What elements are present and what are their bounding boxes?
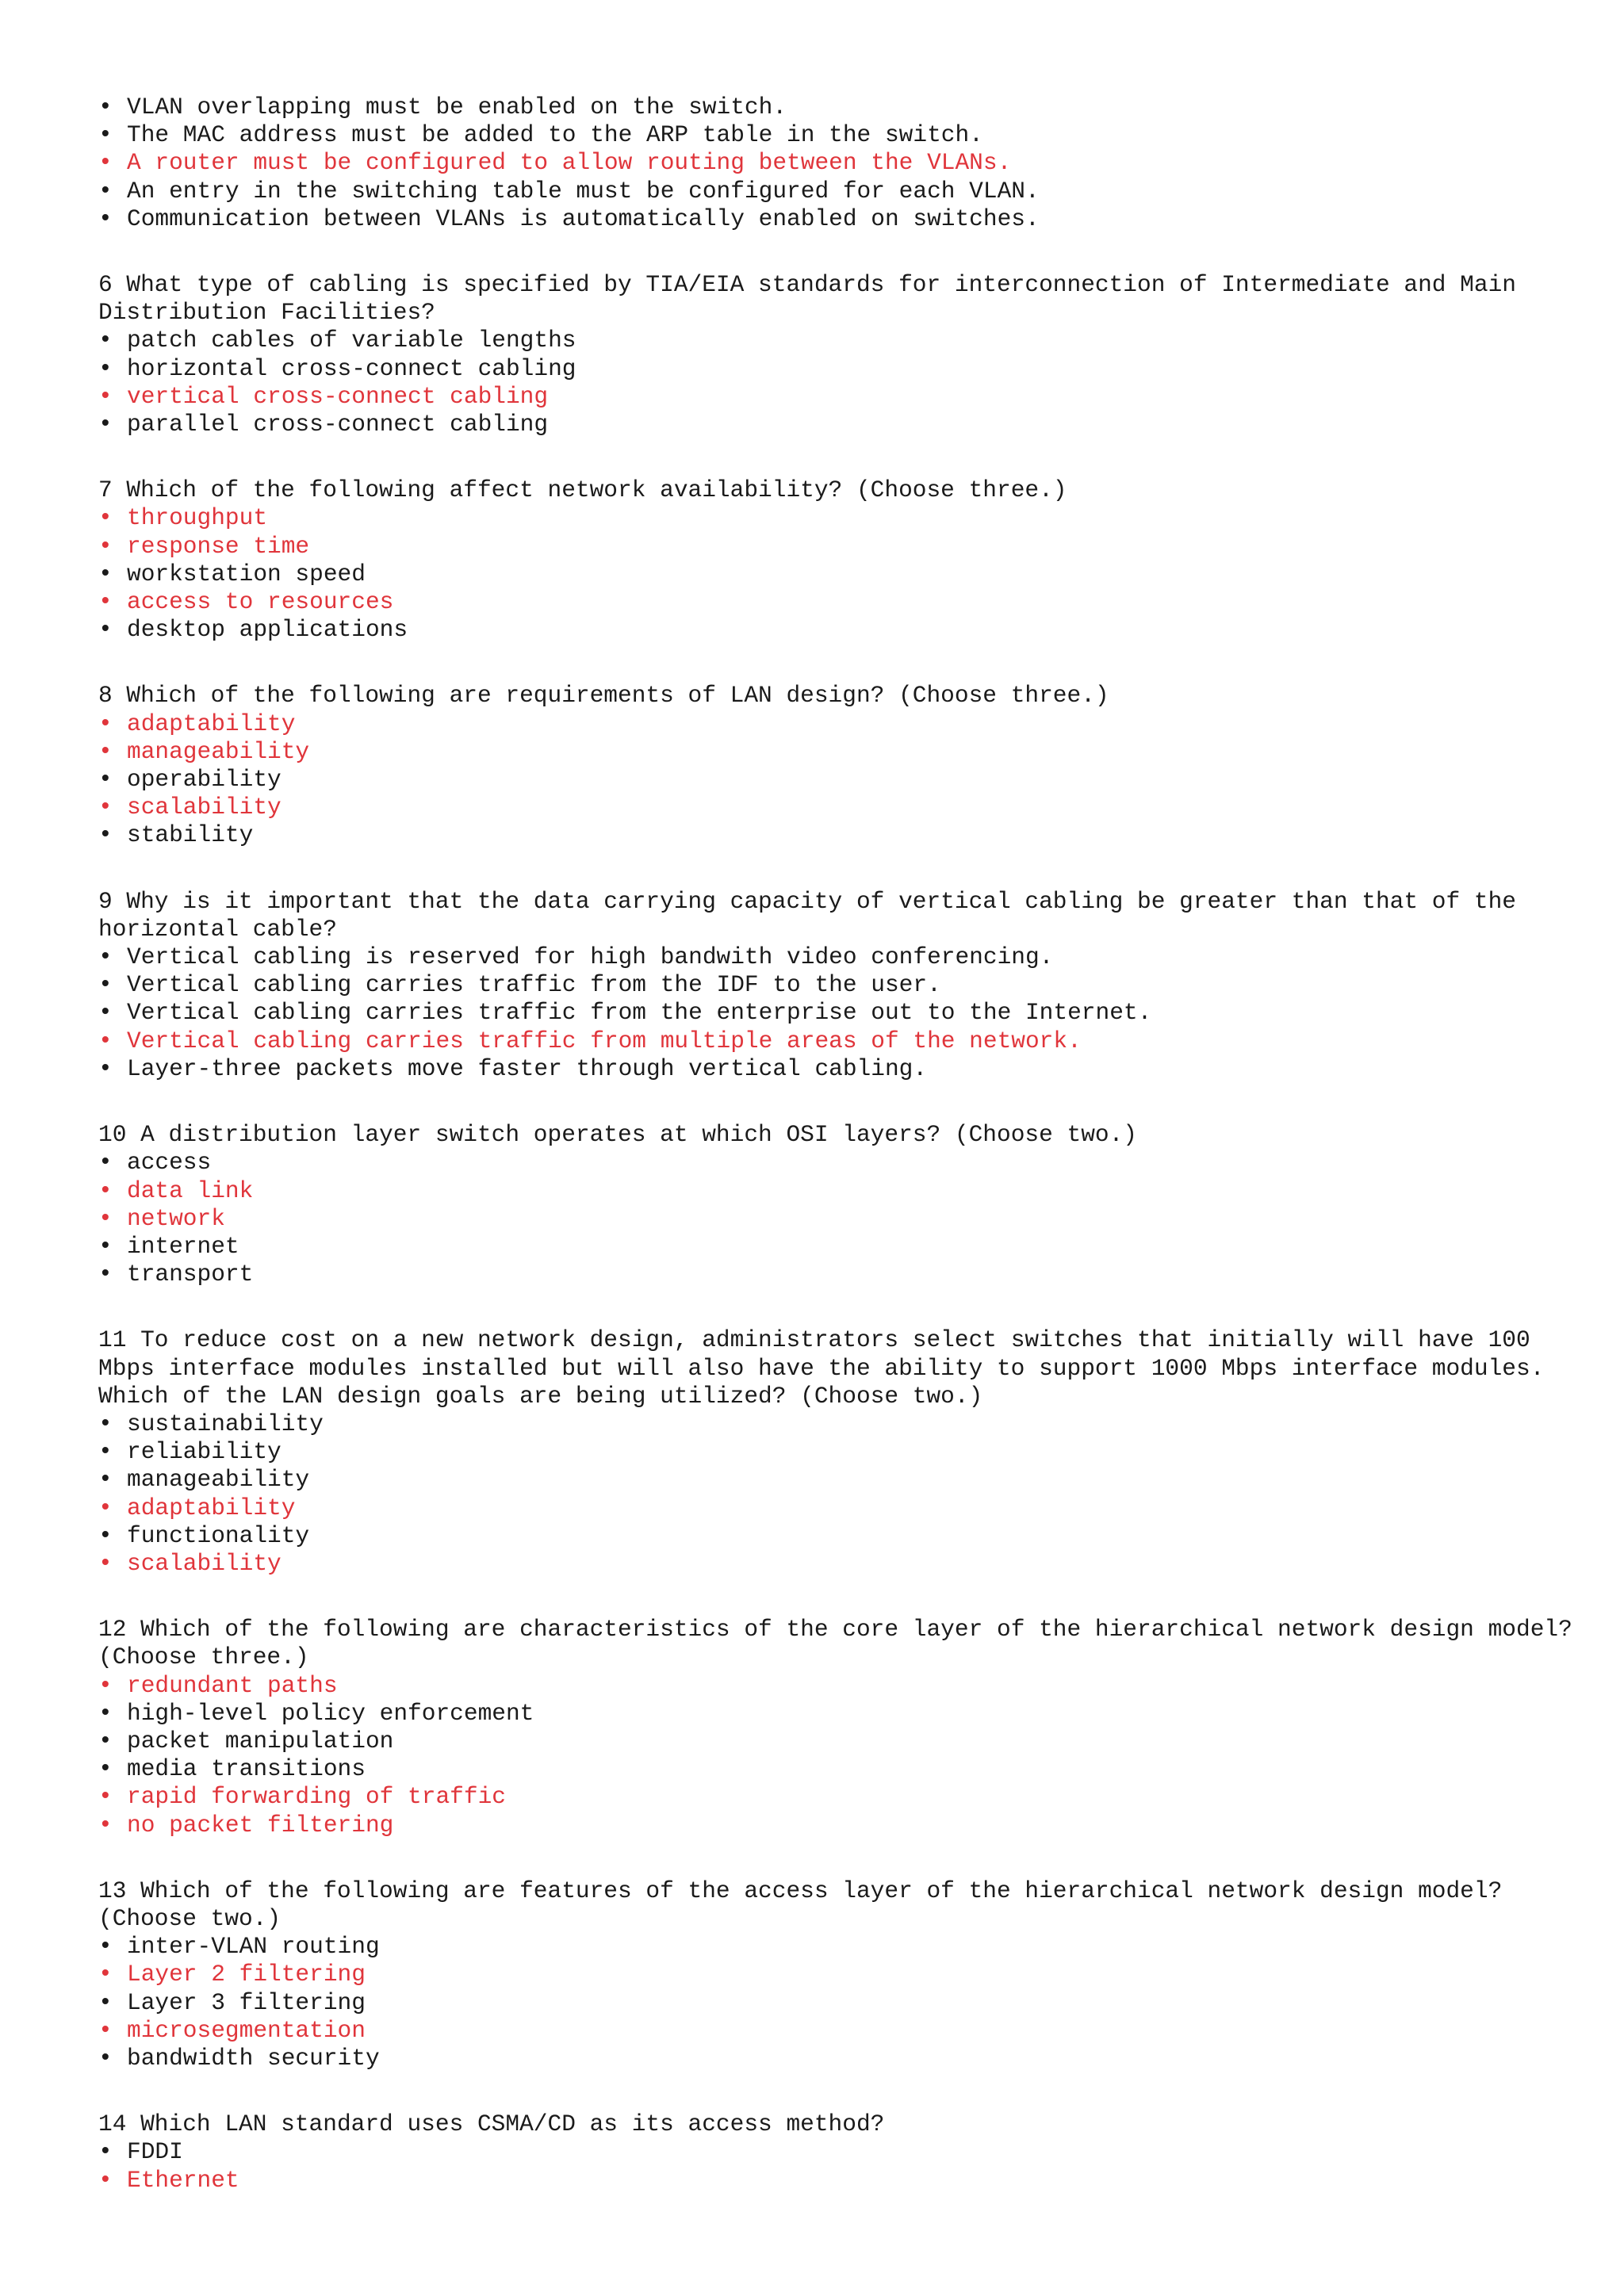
bullet-icon: • bbox=[98, 411, 113, 438]
bullet-icon: • bbox=[98, 354, 113, 382]
bullet-icon: • bbox=[98, 1549, 113, 1577]
bullet-icon: • bbox=[98, 560, 113, 587]
answer-option-text: parallel cross-connect cabling bbox=[127, 411, 549, 438]
answer-option bbox=[98, 1522, 1589, 1550]
bullet-icon: • bbox=[98, 794, 113, 821]
answer-option-correct bbox=[98, 1550, 1589, 1578]
bullet-icon: • bbox=[98, 1232, 113, 1260]
answer-option-text: adaptability bbox=[127, 1494, 296, 1521]
bullet-icon: • bbox=[98, 121, 113, 149]
answer-option bbox=[98, 821, 1589, 849]
answer-option bbox=[98, 766, 1589, 794]
question-prompt: Why is it important that the data carrying capacity of vertical cabling be greater than that of the horizontal cable? bbox=[98, 887, 1530, 943]
bullet-icon: • bbox=[98, 1811, 113, 1839]
answer-option-text: functionality bbox=[127, 1521, 310, 1549]
bullet-icon: • bbox=[98, 1438, 113, 1466]
bullet-icon: • bbox=[98, 1494, 113, 1521]
bullet-icon: • bbox=[98, 149, 113, 177]
question-number: 14 bbox=[98, 2110, 127, 2138]
answer-option-text: workstation speed bbox=[127, 560, 366, 587]
question-prompt: Which of the following affect network availability? (Choose three.) bbox=[126, 476, 1067, 504]
answer-option-text: adaptability bbox=[127, 710, 296, 737]
bullet-icon: • bbox=[98, 2016, 113, 2044]
answer-option bbox=[98, 616, 1589, 644]
answer-option-correct bbox=[98, 1494, 1589, 1522]
answer-option-text: rapid forwarding of traffic bbox=[127, 1783, 506, 1811]
question-number: 6 bbox=[98, 271, 113, 299]
question-prompt: Which of the following are features of the access layer of the hierarchical network design model? (Choose two.) bbox=[98, 1877, 1516, 1932]
question-text bbox=[98, 271, 1589, 327]
bullet-icon: • bbox=[98, 1054, 113, 1082]
answer-option-correct bbox=[98, 2167, 1589, 2195]
bullet-icon: • bbox=[98, 588, 113, 616]
bullet-icon: • bbox=[98, 1149, 113, 1177]
question-prompt: What type of cabling is specified by TIA/EIA standards for interconnection of Intermediate and Main Distribution Facilities? bbox=[98, 271, 1530, 327]
answer-option-text: stability bbox=[127, 821, 254, 849]
question-block bbox=[98, 1616, 1589, 1839]
bullet-icon: • bbox=[98, 1933, 113, 1961]
answer-option-text: network bbox=[127, 1204, 225, 1232]
bullet-icon: • bbox=[98, 971, 113, 999]
question-text bbox=[98, 1326, 1589, 1410]
answer-option-correct bbox=[98, 738, 1589, 766]
bullet-icon: • bbox=[98, 2138, 113, 2166]
answer-option-correct bbox=[98, 794, 1589, 821]
bullet-icon: • bbox=[98, 177, 113, 205]
answer-option-text: Vertical cabling carries traffic from multiple areas of the network. bbox=[127, 1027, 1082, 1054]
answer-option-text: transport bbox=[127, 1261, 254, 1288]
question-prompt: To reduce cost on a new network design, administrators select switches that initially will have 100 Mbps interface modules installed but will also have the ability to support 1000 Mbps interface modules. Which of the LAN design goals are being utilized? (Choose two.) bbox=[98, 1326, 1559, 1410]
bullet-icon: • bbox=[98, 205, 113, 232]
question-number: 13 bbox=[98, 1877, 127, 1904]
bullet-icon: • bbox=[98, 616, 113, 644]
bullet-icon: • bbox=[98, 766, 113, 794]
question-number: 7 bbox=[98, 476, 113, 504]
answer-option-correct bbox=[98, 1961, 1589, 1988]
bullet-icon: • bbox=[98, 999, 113, 1027]
answer-option-text: Vertical cabling carries traffic from the IDF to the user. bbox=[127, 971, 941, 999]
bullet-icon: • bbox=[98, 2166, 113, 2194]
question-text bbox=[98, 888, 1589, 943]
bullet-icon: • bbox=[98, 1783, 113, 1811]
answer-option bbox=[98, 1438, 1589, 1466]
bullet-icon: • bbox=[98, 710, 113, 737]
question-block bbox=[98, 2110, 1589, 2195]
question-block bbox=[98, 682, 1589, 849]
bullet-icon: • bbox=[98, 1177, 113, 1204]
answer-option-text: desktop applications bbox=[127, 616, 408, 644]
bullet-icon: • bbox=[98, 327, 113, 354]
answer-option-text: access to resources bbox=[127, 588, 394, 616]
question-prompt: Which LAN standard uses CSMA/CD as its access method? bbox=[140, 2110, 885, 2138]
bullet-icon: • bbox=[98, 821, 113, 849]
bullet-icon: • bbox=[98, 2044, 113, 2072]
bullet-icon: • bbox=[98, 382, 113, 410]
answer-option-text: Ethernet bbox=[127, 2166, 239, 2194]
answer-option bbox=[98, 355, 1589, 383]
answer-option-text: Layer 2 filtering bbox=[127, 1961, 366, 1988]
answer-option bbox=[98, 2138, 1589, 2166]
bullet-icon: • bbox=[98, 1410, 113, 1437]
answer-option bbox=[98, 1261, 1589, 1288]
answer-option bbox=[98, 1728, 1589, 1755]
answer-option bbox=[98, 411, 1589, 438]
answer-option-text: internet bbox=[127, 1232, 239, 1260]
answer-option-text: Vertical cabling carries traffic from the enterprise out to the Internet. bbox=[127, 999, 1152, 1027]
answer-option-text: manageability bbox=[127, 1466, 310, 1494]
answer-option-correct bbox=[98, 1812, 1589, 1839]
answer-option-text: horizontal cross-connect cabling bbox=[127, 354, 576, 382]
answer-option-text: Layer 3 filtering bbox=[127, 1988, 366, 2016]
answer-option bbox=[98, 943, 1589, 971]
answer-option-text: scalability bbox=[127, 794, 282, 821]
answer-option-text: data link bbox=[127, 1177, 254, 1204]
answer-option-correct bbox=[98, 533, 1589, 561]
answer-option bbox=[98, 178, 1589, 205]
answer-option bbox=[98, 2045, 1589, 2072]
answer-option bbox=[98, 121, 1589, 149]
answer-option-correct bbox=[98, 1177, 1589, 1205]
question-text bbox=[98, 682, 1589, 710]
question-block bbox=[98, 271, 1589, 438]
bullet-icon: • bbox=[98, 1961, 113, 1988]
answer-option bbox=[98, 94, 1589, 121]
answer-option bbox=[98, 1055, 1589, 1083]
question-prompt: A distribution layer switch operates at which OSI layers? (Choose two.) bbox=[140, 1121, 1138, 1149]
question-block bbox=[98, 1121, 1589, 1288]
answer-option bbox=[98, 205, 1589, 233]
question-prompt: Which of the following are requirements of LAN design? (Choose three.) bbox=[126, 682, 1109, 710]
bullet-icon: • bbox=[98, 1261, 113, 1288]
answer-option-text: packet manipulation bbox=[127, 1727, 394, 1755]
bullet-icon: • bbox=[98, 1988, 113, 2016]
answer-option bbox=[98, 1149, 1589, 1177]
answer-option-text: VLAN overlapping must be enabled on the switch. bbox=[127, 94, 787, 121]
answer-option-correct bbox=[98, 504, 1589, 532]
answer-option bbox=[98, 1466, 1589, 1494]
question-block bbox=[98, 94, 1589, 233]
question-text bbox=[98, 1877, 1589, 1933]
answer-option-correct bbox=[98, 383, 1589, 411]
answer-option-text: The MAC address must be added to the ARP table in the switch. bbox=[127, 121, 983, 149]
question-block bbox=[98, 1877, 1589, 2072]
bullet-icon: • bbox=[98, 943, 113, 971]
answer-option-correct bbox=[98, 1783, 1589, 1811]
answer-option-correct bbox=[98, 1027, 1589, 1055]
question-number: 12 bbox=[98, 1616, 127, 1644]
question-text bbox=[98, 1616, 1589, 1671]
bullet-icon: • bbox=[98, 532, 113, 560]
question-text bbox=[98, 476, 1589, 504]
answer-option-text: scalability bbox=[127, 1549, 282, 1577]
answer-option-text: patch cables of variable lengths bbox=[127, 327, 576, 354]
answer-option-text: An entry in the switching table must be configured for each VLAN. bbox=[127, 177, 1040, 205]
answer-option-text: Vertical cabling is reserved for high bandwith video conferencing. bbox=[127, 943, 1054, 971]
answer-option-text: access bbox=[127, 1149, 212, 1177]
bullet-icon: • bbox=[98, 1466, 113, 1494]
answer-option bbox=[98, 327, 1589, 354]
answer-option-text: media transitions bbox=[127, 1755, 366, 1783]
answer-option-text: Layer-three packets move faster through vertical cabling. bbox=[127, 1054, 928, 1082]
answer-option bbox=[98, 971, 1589, 999]
question-block bbox=[98, 1326, 1589, 1578]
bullet-icon: • bbox=[98, 1521, 113, 1549]
answer-option-text: high-level policy enforcement bbox=[127, 1699, 534, 1727]
question-text bbox=[98, 1121, 1589, 1149]
bullet-icon: • bbox=[98, 1755, 113, 1783]
answer-option-text: inter-VLAN routing bbox=[127, 1933, 380, 1961]
bullet-icon: • bbox=[98, 94, 113, 121]
bullet-icon: • bbox=[98, 1671, 113, 1699]
answer-option-text: manageability bbox=[127, 737, 310, 765]
answer-option-text: microsegmentation bbox=[127, 2016, 366, 2044]
answer-option bbox=[98, 1933, 1589, 1961]
answer-option-text: sustainability bbox=[127, 1410, 324, 1437]
answer-option bbox=[98, 561, 1589, 588]
answer-option-correct bbox=[98, 710, 1589, 738]
question-block bbox=[98, 888, 1589, 1083]
question-number: 10 bbox=[98, 1121, 127, 1149]
answer-option-text: no packet filtering bbox=[127, 1811, 394, 1839]
answer-option-text: reliability bbox=[127, 1438, 282, 1466]
quiz-document bbox=[98, 94, 1589, 2233]
answer-option-correct bbox=[98, 2017, 1589, 2045]
answer-option-text: vertical cross-connect cabling bbox=[127, 382, 549, 410]
answer-option bbox=[98, 1233, 1589, 1261]
answer-option-text: bandwidth security bbox=[127, 2044, 380, 2072]
answer-option bbox=[98, 999, 1589, 1027]
bullet-icon: • bbox=[98, 737, 113, 765]
bullet-icon: • bbox=[98, 1727, 113, 1755]
question-block bbox=[98, 476, 1589, 644]
answer-option-text: A router must be configured to allow routing between the VLANs. bbox=[127, 149, 1012, 177]
answer-option-text: response time bbox=[127, 532, 310, 560]
answer-option bbox=[98, 1700, 1589, 1728]
answer-option-text: FDDI bbox=[127, 2138, 183, 2166]
question-number: 9 bbox=[98, 887, 113, 915]
answer-option-text: redundant paths bbox=[127, 1671, 338, 1699]
question-prompt: Which of the following are characteristics of the core layer of the hierarchical network design model? (Choose three.) bbox=[98, 1616, 1587, 1671]
bullet-icon: • bbox=[98, 504, 113, 532]
question-number: 11 bbox=[98, 1326, 127, 1354]
answer-option bbox=[98, 1755, 1589, 1783]
answer-option-correct bbox=[98, 149, 1589, 177]
answer-option-text: operability bbox=[127, 766, 282, 794]
answer-option-text: Communication between VLANs is automatically enabled on switches. bbox=[127, 205, 1040, 232]
answer-option-text: throughput bbox=[127, 504, 268, 532]
answer-option bbox=[98, 1989, 1589, 2017]
answer-option-correct bbox=[98, 588, 1589, 616]
question-text bbox=[98, 2110, 1589, 2138]
answer-option bbox=[98, 1410, 1589, 1438]
question-number: 8 bbox=[98, 682, 113, 710]
bullet-icon: • bbox=[98, 1699, 113, 1727]
bullet-icon: • bbox=[98, 1027, 113, 1054]
answer-option-correct bbox=[98, 1205, 1589, 1233]
answer-option-correct bbox=[98, 1672, 1589, 1700]
bullet-icon: • bbox=[98, 1204, 113, 1232]
